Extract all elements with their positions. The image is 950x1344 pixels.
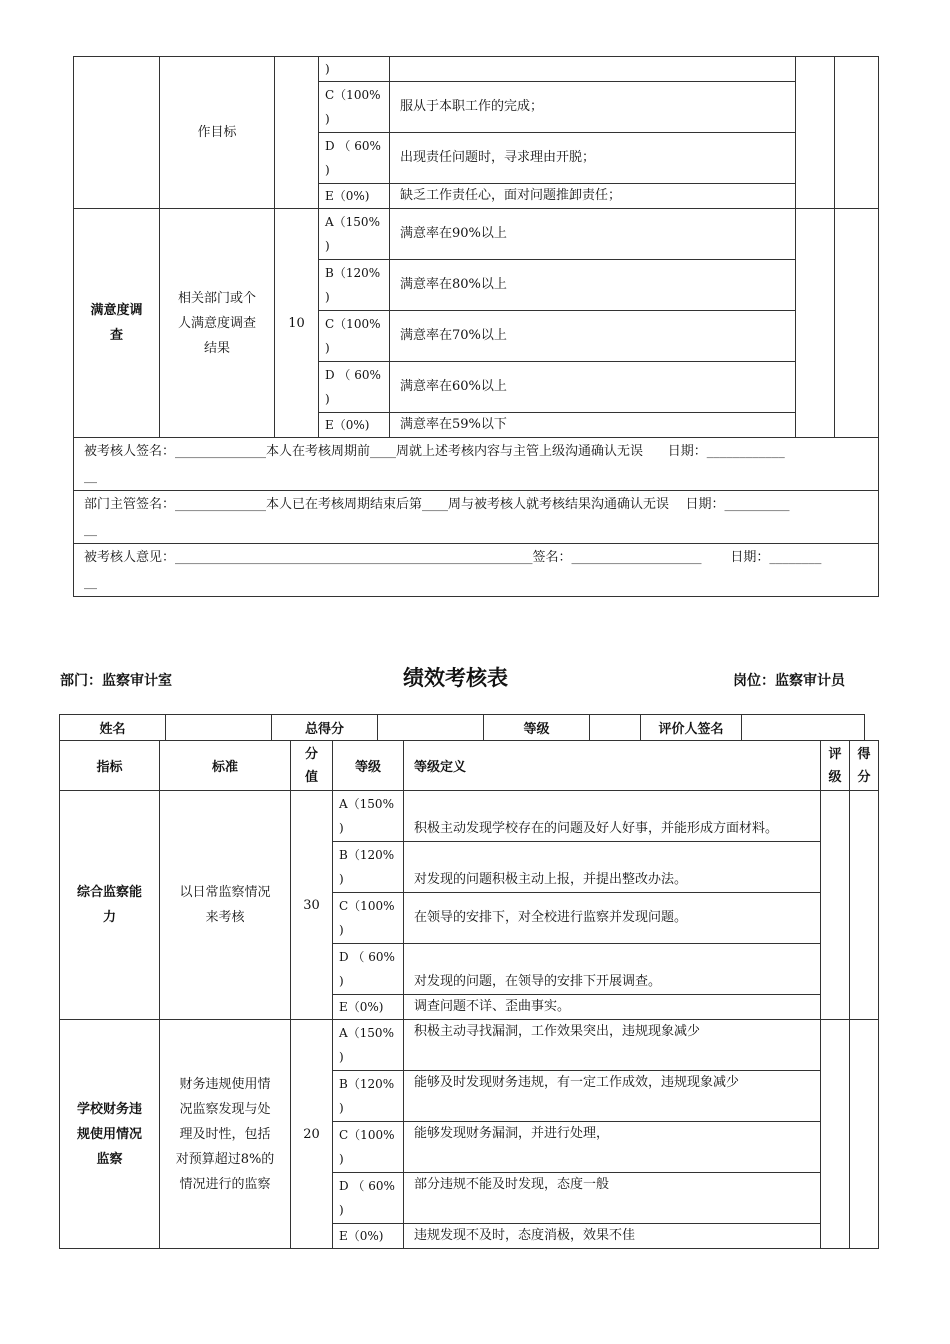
form-title: 绩效考核表: [403, 666, 508, 690]
grade-cell: ): [319, 57, 390, 82]
grade-definition-cell: 满意率在80%以上: [390, 260, 796, 311]
standard-cell: 作目标: [160, 57, 275, 209]
indicator-cell: 综合监察能 力: [60, 791, 160, 1020]
score-cell: 30: [291, 791, 333, 1020]
standard-cell: 以日常监察情况 来考核: [160, 791, 291, 1020]
level-value[interactable]: [590, 715, 641, 741]
indicator-cell: [74, 57, 160, 209]
standard-cell: 财务违规使用情 况监察发现与处 理及时性，包括 对预算超过8%的 情况进行的监察: [160, 1020, 291, 1249]
grade-cell: A（150% ): [333, 791, 404, 842]
assessment-table: [59, 740, 879, 1249]
header-score: 分 值: [291, 741, 333, 791]
grade-cell: E（0%): [319, 413, 390, 438]
points-cell[interactable]: [850, 1020, 879, 1249]
grade-cell: E（0%): [333, 1224, 404, 1249]
grade-definition-cell: 调查问题不详、歪曲事实。: [404, 995, 821, 1020]
points-cell[interactable]: [835, 209, 879, 438]
grade-definition-cell: 积极主动寻找漏洞，工作效果突出，违规现象减少: [404, 1020, 821, 1071]
grade-definition-cell: 满意率在70%以上: [390, 311, 796, 362]
indicator-cell: 学校财务违 规使用情况 监察: [60, 1020, 160, 1249]
grade-definition-cell: 满意率在90%以上: [390, 209, 796, 260]
supervisor-signature-row[interactable]: 部门主管签名：______________本人已在考核周期结束后第____周与被考核人就考核结果沟通确认无误 日期：__________ __: [74, 491, 879, 544]
score-cell: [275, 57, 319, 209]
score-cell: 20: [291, 1020, 333, 1249]
grade-cell: A（150% ): [319, 209, 390, 260]
header-grade-definition: 等级定义: [404, 741, 821, 791]
grade-cell: D （ 60% ): [319, 362, 390, 413]
assessee-signature-row[interactable]: 被考核人签名：______________本人在考核周期前____周就上述考核内容与主管上级沟通确认无误 日期：____________ __: [74, 438, 879, 491]
grade-definition-cell: 满意率在60%以上: [390, 362, 796, 413]
name-value[interactable]: [166, 715, 272, 741]
grade-cell: B（120% ): [333, 842, 404, 893]
grade-definition-cell: 出现责任问题时，寻求理由开脱；: [390, 133, 796, 184]
rating-cell[interactable]: [821, 1020, 850, 1249]
name-label: 姓名: [60, 715, 166, 741]
reviewer-signature-value[interactable]: [742, 715, 865, 741]
grade-cell: D （ 60% ): [319, 133, 390, 184]
standard-cell: 相关部门或个 人满意度调查 结果: [160, 209, 275, 438]
grade-cell: A（150% ): [333, 1020, 404, 1071]
grade-definition-cell: 部分违规不能及时发现，态度一般: [404, 1173, 821, 1224]
grade-cell: C（100% ): [319, 311, 390, 362]
rating-cell[interactable]: [796, 57, 835, 209]
grade-definition-cell: 对发现的问题积极主动上报，并提出整改办法。: [404, 842, 821, 893]
header-grade: 等级: [333, 741, 404, 791]
score-cell: 10: [275, 209, 319, 438]
grade-cell: B（120% ): [319, 260, 390, 311]
grade-cell: D （ 60% ): [333, 1173, 404, 1224]
grade-cell: E（0%): [319, 184, 390, 209]
grade-definition-cell: 积极主动发现学校存在的问题及好人好事，并能形成方面材料。: [404, 791, 821, 842]
top-assessment-table: [73, 56, 879, 597]
info-row-table: [59, 714, 865, 741]
grade-cell: D （ 60% ): [333, 944, 404, 995]
grade-definition-cell: 缺乏工作责任心，面对问题推卸责任；: [390, 184, 796, 209]
grade-cell: C（100% ): [333, 893, 404, 944]
total-score-label: 总得分: [272, 715, 378, 741]
grade-definition-cell: 对发现的问题，在领导的安排下开展调查。: [404, 944, 821, 995]
grade-definition-cell: 满意率在59%以下: [390, 413, 796, 438]
grade-cell: E（0%): [333, 995, 404, 1020]
reviewer-signature-label: 评价人签名: [641, 715, 742, 741]
assessee-opinion-row[interactable]: 被考核人意见：_______________________________________________________签名：____________________ 日期：________ __: [74, 544, 879, 597]
header-points: 得 分: [850, 741, 879, 791]
total-score-value[interactable]: [378, 715, 484, 741]
grade-definition-cell: 违规发现不及时，态度消极，效果不佳: [404, 1224, 821, 1249]
points-cell[interactable]: [850, 791, 879, 1020]
department-label: 部门：监察审计室: [60, 673, 172, 689]
grade-definition-cell: 服从于本职工作的完成；: [390, 82, 796, 133]
header-rating: 评 级: [821, 741, 850, 791]
rating-cell[interactable]: [796, 209, 835, 438]
rating-cell[interactable]: [821, 791, 850, 1020]
grade-cell: C（100% ): [333, 1122, 404, 1173]
grade-definition-cell: 在领导的安排下，对全校进行监察并发现问题。: [404, 893, 821, 944]
points-cell[interactable]: [835, 57, 879, 209]
header-standard: 标准: [160, 741, 291, 791]
indicator-cell: 满意度调 查: [74, 209, 160, 438]
level-label: 等级: [484, 715, 590, 741]
grade-definition-cell: 能够及时发现财务违规，有一定工作成效，违规现象减少: [404, 1071, 821, 1122]
grade-definition-cell: 能够发现财务漏洞，并进行处理，: [404, 1122, 821, 1173]
grade-cell: B（120% ): [333, 1071, 404, 1122]
grade-definition-cell: [390, 57, 796, 82]
grade-cell: C（100% ): [319, 82, 390, 133]
header-indicator: 指标: [60, 741, 160, 791]
position-label: 岗位：监察审计员: [733, 673, 845, 689]
